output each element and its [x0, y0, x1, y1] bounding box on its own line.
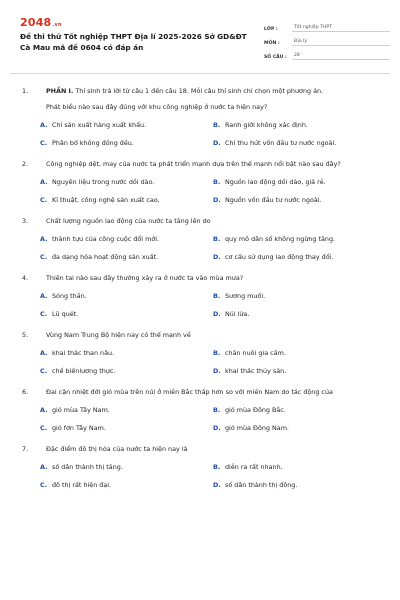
page-title: Đề thi thử Tốt nghiệp THPT Địa lí 2025-2026 Sở GD&ĐT Cà Mau mã đề 0604 có đáp án: [20, 32, 247, 52]
option-letter: D.: [213, 253, 221, 261]
option-text: Ranh giới không xác định.: [225, 121, 308, 129]
option-letter: A.: [40, 463, 48, 471]
question-1: [10, 87, 390, 148]
option-letter: C.: [40, 481, 48, 489]
option-text: gió mùa Đông Nam.: [225, 424, 289, 432]
option-letter: A.: [40, 406, 48, 414]
site-logo[interactable]: [20, 16, 62, 29]
question-list: [10, 87, 390, 502]
option-letter: C.: [40, 196, 48, 204]
option-text: quy mô dân số không ngừng tăng.: [225, 235, 336, 243]
option-letter: A.: [40, 349, 48, 357]
option-a[interactable]: [40, 406, 213, 415]
option-d[interactable]: [213, 424, 386, 433]
meta-value: Tốt nghiệp THPT: [292, 25, 390, 33]
option-text: Núi lửa.: [225, 310, 250, 318]
option-c[interactable]: [40, 139, 213, 148]
option-text: gió mùa Đông Bắc.: [225, 406, 286, 414]
option-text: cơ cấu sử dụng lao động thay đổi.: [225, 253, 334, 261]
option-letter: B.: [213, 406, 221, 414]
meta-label: LỚP :: [264, 27, 278, 32]
option-text: gió fơn Tây Nam.: [52, 424, 106, 432]
option-text: đô thị rất hiện đại.: [52, 481, 112, 489]
option-a[interactable]: [40, 292, 213, 301]
option-text: chăn nuôi gia cầm.: [225, 349, 286, 357]
option-a[interactable]: [40, 349, 213, 358]
question-text: Đặc điểm đô thị hóa của nước ta hiện nay là: [46, 445, 188, 453]
question-4: [10, 274, 390, 319]
answer-options: [10, 178, 390, 205]
option-b[interactable]: [213, 235, 386, 244]
question-text: Đai cận nhiệt đới gió mùa trên núi ở miền Bắc thấp hơn so với miền Nam do tác động của: [46, 388, 333, 396]
header-divider: [10, 73, 390, 74]
option-letter: A.: [40, 292, 48, 300]
option-letter: D.: [213, 367, 221, 375]
meta-row-subject: [264, 32, 390, 46]
question-text: Công nghiệp dệt, may của nước ta phát triển mạnh dựa trên thế mạnh nổi bật nào sau đây?: [46, 160, 341, 168]
option-letter: B.: [213, 292, 221, 300]
option-letter: C.: [40, 139, 48, 147]
option-d[interactable]: [213, 253, 386, 262]
meta-label: SỐ CÂU :: [264, 55, 287, 60]
option-letter: B.: [213, 121, 221, 129]
option-text: số dân thành thị đông.: [225, 481, 298, 489]
option-text: thành tựu của công cuộc đổi mới.: [52, 235, 160, 243]
option-d[interactable]: [213, 139, 386, 148]
option-letter: A.: [40, 121, 48, 129]
option-c[interactable]: [40, 367, 213, 376]
logo-main: 2048: [20, 16, 52, 29]
answer-options: [10, 463, 390, 490]
option-letter: C.: [40, 367, 48, 375]
question-number: 6.: [22, 388, 29, 396]
option-c[interactable]: [40, 481, 213, 490]
meta-value: Địa lý: [292, 39, 390, 47]
question-number: 2.: [22, 160, 29, 168]
option-a[interactable]: [40, 235, 213, 244]
question-3: [10, 217, 390, 262]
option-text: Phân bố không đồng đều.: [52, 139, 134, 147]
question-5: [10, 331, 390, 376]
question-number: 1.: [22, 87, 29, 95]
option-letter: C.: [40, 310, 48, 318]
option-text: số dân thành thị tăng.: [52, 463, 123, 471]
option-letter: A.: [40, 235, 48, 243]
option-b[interactable]: [213, 349, 386, 358]
exam-meta: [264, 18, 390, 60]
option-text: đa dạng hóa hoạt động sản xuất.: [52, 253, 159, 261]
option-c[interactable]: [40, 424, 213, 433]
option-b[interactable]: [213, 463, 386, 472]
option-text: diễn ra rất nhanh.: [225, 463, 283, 471]
option-c[interactable]: [40, 310, 213, 319]
question-number: 4.: [22, 274, 29, 282]
option-letter: D.: [213, 139, 221, 147]
option-a[interactable]: [40, 178, 213, 187]
question-number: 5.: [22, 331, 29, 339]
question-2: [10, 160, 390, 205]
option-text: khai thác than nâu.: [52, 349, 115, 357]
option-text: Chỉ sản xuất hàng xuất khẩu.: [52, 121, 147, 129]
answer-options: [10, 121, 390, 148]
answer-options: [10, 292, 390, 319]
option-b[interactable]: [213, 178, 386, 187]
question-text: [40, 87, 390, 96]
option-text: Kĩ thuật, công nghệ sản xuất cao.: [52, 196, 160, 204]
option-a[interactable]: [40, 463, 213, 472]
page-header: [10, 10, 390, 70]
option-text: Nguồn lao động dồi dào, giá rẻ.: [225, 178, 326, 186]
option-text: Nguyên liệu trong nước dồi dào.: [52, 178, 155, 186]
option-text: Lũ quét.: [52, 310, 79, 318]
option-c[interactable]: [40, 196, 213, 205]
option-text: Sóng thần.: [52, 292, 87, 300]
option-letter: D.: [213, 481, 221, 489]
option-letter: B.: [213, 349, 221, 357]
option-letter: B.: [213, 178, 221, 186]
meta-row-class: [264, 18, 390, 32]
option-a[interactable]: [40, 121, 213, 130]
logo-sub: .vn: [52, 22, 62, 28]
option-d[interactable]: [213, 367, 386, 376]
option-b[interactable]: [213, 406, 386, 415]
option-letter: D.: [213, 196, 221, 204]
option-d[interactable]: [213, 481, 386, 490]
option-text: gió mùa Tây Nam.: [52, 406, 110, 414]
option-letter: D.: [213, 310, 221, 318]
option-text: Nguồn vốn đầu tư nước ngoài.: [225, 196, 322, 204]
question-text: Thiên tai nào sau đây thường xảy ra ở nước ta vào mùa mưa?: [46, 274, 244, 282]
option-letter: B.: [213, 235, 221, 243]
option-text: Sương muối.: [225, 292, 266, 300]
answer-options: [10, 349, 390, 376]
question-text: Vùng Nam Trung Bộ hiện nay có thế mạnh về: [46, 331, 191, 339]
option-letter: A.: [40, 178, 48, 186]
option-letter: D.: [213, 424, 221, 432]
answer-options: [10, 235, 390, 262]
part-instruction: Thí sinh trả lời từ câu 1 đến câu 18. Mỗi câu thí sinh chỉ chọn một phương án.: [73, 87, 324, 95]
option-letter: B.: [213, 463, 221, 471]
option-b[interactable]: [213, 292, 386, 301]
question-number: 7.: [22, 445, 29, 453]
option-d[interactable]: [213, 310, 386, 319]
option-d[interactable]: [213, 196, 386, 205]
question-text: Chất lượng nguồn lao động của nước ta tăng lên do: [46, 217, 211, 225]
question-number: 3.: [22, 217, 29, 225]
option-text: khai thác thủy sản.: [225, 367, 287, 375]
meta-label: MÔN :: [264, 41, 280, 46]
option-text: Chỉ thu hút vốn đầu tư nước ngoài.: [225, 139, 337, 147]
question-stem: Phát biểu nào sau đây đúng với khu công nghiệp ở nước ta hiện nay?: [46, 103, 268, 111]
option-b[interactable]: [213, 121, 386, 130]
option-c[interactable]: [40, 253, 213, 262]
meta-row-count: [264, 46, 390, 60]
option-letter: C.: [40, 253, 48, 261]
question-6: [10, 388, 390, 433]
meta-value: 28: [292, 53, 390, 61]
answer-options: [10, 406, 390, 433]
option-text: chế biếnlương thực.: [52, 367, 116, 375]
question-7: [10, 445, 390, 490]
part-label: PHẦN I.: [46, 87, 74, 95]
option-letter: C.: [40, 424, 48, 432]
